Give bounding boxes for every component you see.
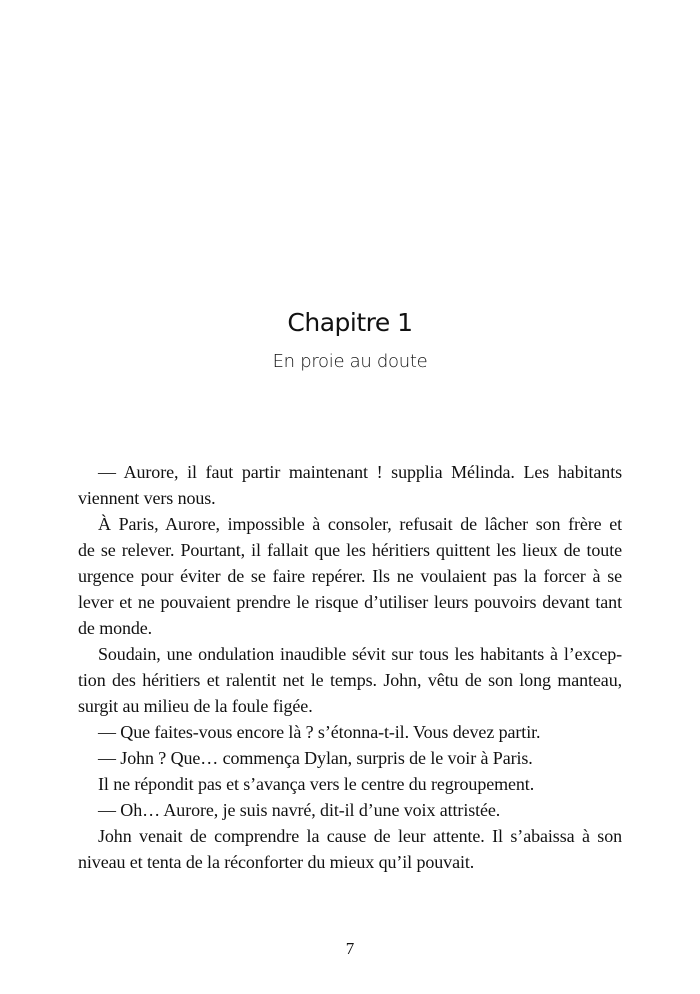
text-line: urgence pour éviter de se faire repérer. Ils ne voulaient pas la forcer à se xyxy=(78,566,622,586)
text-line: niveau et tenta de la réconforter du mieux qu’il pouvait. xyxy=(78,852,475,872)
paragraph xyxy=(78,797,622,823)
chapter-title: Chapitre 1 xyxy=(287,308,413,337)
text-line: viennent vers nous. xyxy=(78,488,216,508)
paragraph xyxy=(78,771,622,797)
paragraph xyxy=(78,745,622,771)
text-line: — Que faites-vous encore là ? s’étonna-t-il. Vous devez partir. xyxy=(98,722,541,742)
text-line: de se relever. Pourtant, il fallait que les héritiers quittent les lieux de toute xyxy=(78,540,622,560)
paragraph xyxy=(78,823,622,875)
text-line: John venait de comprendre la cause de leur attente. Il s’abaissa à son xyxy=(98,826,622,846)
text-line: À Paris, Aurore, impossible à consoler, refusait de lâcher son frère et xyxy=(98,514,622,534)
text-line: — Oh… Aurore, je suis navré, dit-il d’une voix attristée. xyxy=(98,800,501,820)
text-line: — John ? Que… commença Dylan, surpris de le voir à Paris. xyxy=(98,748,533,768)
text-line: Soudain, une ondulation inaudible sévit sur tous les habitants à l’excep- xyxy=(98,644,622,664)
paragraph xyxy=(78,511,622,641)
chapter-body xyxy=(78,459,622,875)
text-line: lever et ne pouvaient prendre le risque d’utiliser leurs pouvoirs devant tant xyxy=(78,592,622,612)
paragraph xyxy=(78,641,622,719)
paragraph xyxy=(78,719,622,745)
text-line: de monde. xyxy=(78,618,153,638)
text-line: — Aurore, il faut partir maintenant ! supplia Mélinda. Les habitants xyxy=(98,462,622,482)
text-line: tion des héritiers et ralentit net le temps. John, vêtu de son long manteau, xyxy=(78,670,622,690)
text-line: Il ne répondit pas et s’avança vers le centre du regroupement. xyxy=(98,774,535,794)
paragraph xyxy=(78,459,622,511)
chapter-subtitle: En proie au doute xyxy=(272,351,428,372)
page-number: 7 xyxy=(345,939,355,958)
text-line: surgit au milieu de la foule figée. xyxy=(78,696,313,716)
